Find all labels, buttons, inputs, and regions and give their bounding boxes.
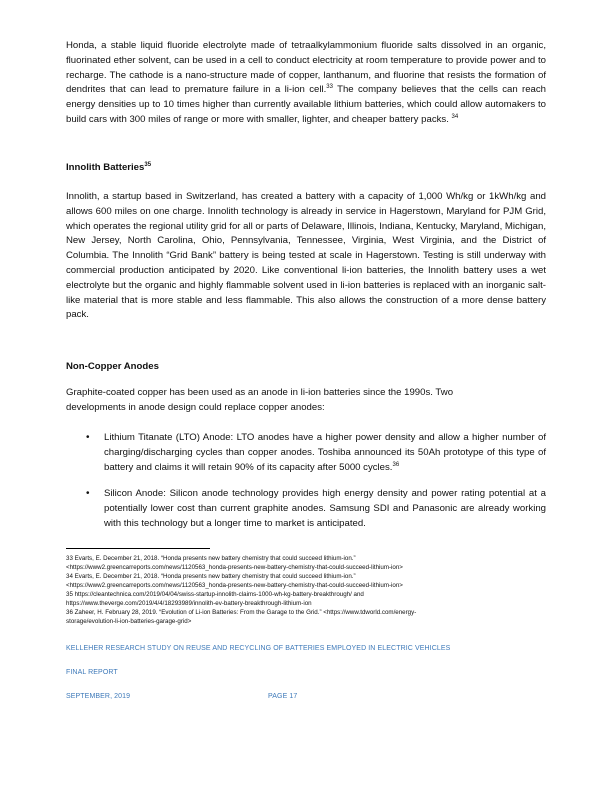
footnote-line[interactable]: 36 Zaheer, H. February 28, 2019. “Evolution of Li-ion Batteries: From the Garage to the Grid.” <https://www.tdworld.com/energy- <box>66 609 417 616</box>
bullet-silicon: Silicon Anode: Silicon anode technology provides high energy density and power rating potential at a potentially lower cost than current graphite anodes. Samsung SDI and Panasonic are already working with this technology but a longer time to market is anticipated. <box>104 488 546 529</box>
innolith-heading <box>66 162 151 173</box>
bullet-marker: • <box>86 488 90 499</box>
footnote-line[interactable]: storage/evolution-li-ion-batteries-garage-grid> <box>66 618 192 625</box>
footnote-ref-36[interactable]: 36 <box>392 461 400 468</box>
footnote-line[interactable]: <https://www2.greencarreports.com/news/1120563_honda-presents-new-battery-chemistry-that-could-succeed-lithium-ion> <box>66 582 403 589</box>
bullet-lto-text: Lithium Titanate (LTO) Anode: LTO anodes have a higher power density and allow a higher number of charging/discharging cycles than copper anodes. Toshiba announced its 50Ah prototype of this type of battery and claims it will retain 90% of its capacity after 5000 cycles. <box>104 432 546 473</box>
footnote-line[interactable]: <https://www2.greencarreports.com/news/1120563_honda-presents-new-battery-chemistry-that-could-succeed-lithium-ion> <box>66 564 403 571</box>
bullet-lto <box>104 431 546 475</box>
anodes-intro: Graphite-coated copper has been used as an anode in li-ion batteries since the 1990s. Two developments in anode design could replace copper anodes: <box>66 387 454 413</box>
footnote-line[interactable]: https://www.theverge.com/2019/4/4/18293989/innolith-ev-battery-breakthrough-lithium-ion <box>66 600 312 607</box>
footnote-line[interactable]: 35 https://cleantechnica.com/2019/04/04/swiss-startup-innolith-claims-1000-wh-kg-battery-breakthrough/ and <box>66 591 364 598</box>
innolith-heading-text: Innolith Batteries <box>66 162 145 173</box>
footnote-line: 34 Evarts, E. December 21, 2018. “Honda presents new battery chemistry that could succeed lithium-ion.” <box>66 573 356 580</box>
footnote-line: 33 Evarts, E. December 21, 2018. “Honda presents new battery chemistry that could succeed lithium-ion.” <box>66 555 356 562</box>
footer-date: SEPTEMBER, 2019 <box>66 693 131 700</box>
footnote-separator <box>66 548 210 549</box>
innolith-paragraph: Innolith, a startup based in Switzerland, has created a battery with a capacity of 1,000 Wh/kg or 1kWh/kg and allows 600 miles on one charge. Innolith technology is already in service in Hagerstown, Maryland for PJM Grid, which operates the regional utility grid for all or parts of Delaware, Illinois, Indiana, Kentucky, Maryland, Michigan, New Jersey, North Carolina, Ohio, Pennsylvania, Tennessee, Virginia, West Virginia, and the District of Columbia. The Innolith “Grid Bank” battery is being tested at scale in Hagerstown. Testing is still underway with commercial production anticipated by 2020. Like conventional li-ion batteries, the Innolith battery uses a wet electrolyte but the organic and highly flammable solvent used in li-ion batteries is replaced with an inorganic salt-like material that is more stable and less flammable. This also allows the construction of a more dense battery pack. <box>66 191 546 321</box>
intro-paragraph <box>66 39 546 128</box>
footer-page-number: PAGE 17 <box>268 693 298 700</box>
footnote-ref-33[interactable]: 33 <box>326 84 333 91</box>
intro-text: Honda, a stable liquid fluoride electrolyte made of tetraalkylammonium fluoride salts dissolved in an organic, fluorinated ether solvent, can be used in a cell to conduct electricity at room temperature to provide power and to recharge. The cathode is a nano-structure made of copper, lanthanum, and fluorine that resists the formation of dendrites that can lead to premature failure in a li-ion cell. <box>66 40 546 96</box>
bullet-marker: • <box>86 432 90 443</box>
footnote-ref-34[interactable]: 34 <box>451 113 459 120</box>
footer-study-title: KELLEHER RESEARCH STUDY ON REUSE AND RECYCLING OF BATTERIES EMPLOYED IN ELECTRIC VEHICLES <box>66 645 451 652</box>
footer-report-label: FINAL REPORT <box>66 669 118 676</box>
footnote-ref-35[interactable]: 35 <box>144 161 152 168</box>
anodes-heading: Non-Copper Anodes <box>66 361 159 372</box>
intro-text-2: The company believes that the cells can reach energy densities up to 10 times higher than currently available lithium batteries, which could allow automakers to build cars with 300 miles of range or more with smaller, lighter, and cheaper battery packs. <box>66 84 546 125</box>
